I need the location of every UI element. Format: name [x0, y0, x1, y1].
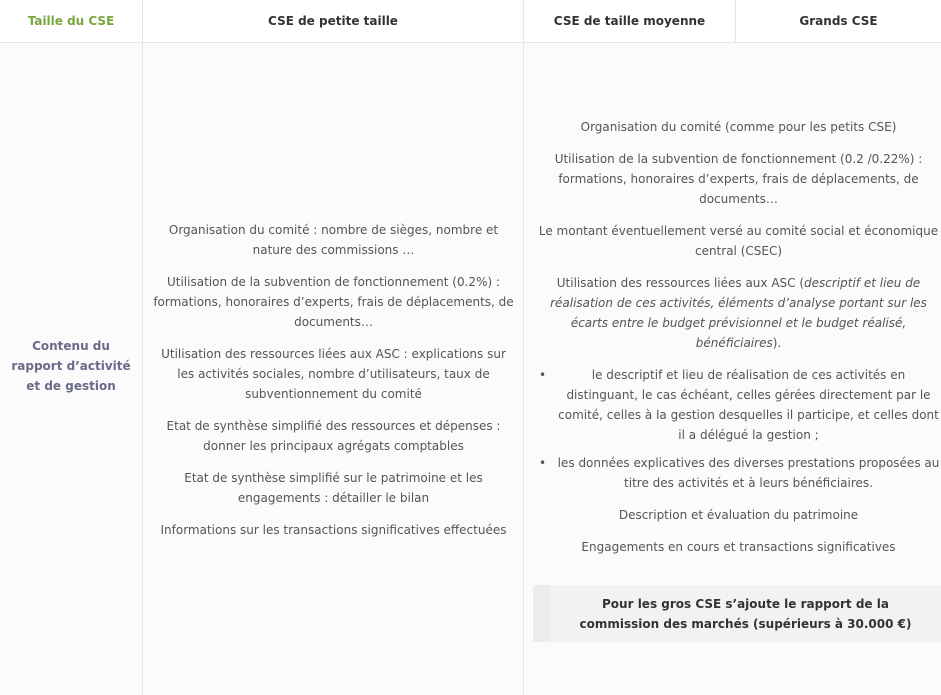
row-label: Contenu du rapport d’activité et de gestion: [11, 339, 131, 393]
asc-italic: descriptif et lieu de réalisation de ces activités, éléments d’analyse portant sur les écarts entre le budget prévisionnel et le budget réalisé, bénéficiaires: [550, 276, 927, 350]
petite-taille-cell: [143, 43, 524, 695]
grand-item-patrimoine: Description et évaluation du patrimoine: [618, 508, 859, 522]
petite-item: Utilisation de la subvention de fonctionnement (0.2%) : formations, honoraires d’experts, frais de déplacements, de documents…: [153, 275, 514, 329]
asc-suffix: ).: [772, 336, 782, 350]
gros-cse-callout: [533, 585, 941, 642]
petite-item: Etat de synthèse simplifié sur le patrimoine et les engagements : détailler le bilan: [184, 471, 483, 505]
table-header: [0, 0, 941, 43]
grand-item-subvention: Utilisation de la subvention de fonctionnement (0.2 /0.22%) : formations, honoraires d’experts, frais de déplacements, de documents…: [554, 152, 923, 206]
grand-item-csec: Le montant éventuellement versé au comité social et économique central (CSEC): [538, 224, 939, 258]
asc-bullet-list: [536, 365, 941, 493]
bullet-item: • le descriptif et lieu de réalisation de ces activités en distinguant, le cas échéant, celles gérées directement par le comité, celles à la gestion desquelles il participe, et celles dont il a délégué la gestion ;: [536, 365, 941, 445]
grand-item-asc: [536, 273, 941, 353]
callout-text: Pour les gros CSE s’ajoute le rapport de la commission des marchés (supérieurs à 30.000 €): [579, 596, 912, 631]
petite-item: Utilisation des ressources liées aux ASC : explications sur les activités sociales, nombre d’utilisateurs, taux de subventionnement du comité: [161, 347, 506, 401]
moyenne-grands-cell: [524, 43, 941, 695]
header-cse-taille-moyenne: CSE de taille moyenne: [524, 0, 736, 42]
bullet-item: • les données explicatives des diverses prestations proposées au titre des activités et à leurs bénéficiaires.: [536, 453, 941, 493]
grand-item-engagements: Engagements en cours et transactions significatives: [581, 540, 896, 554]
petite-item: Informations sur les transactions significatives effectuées: [160, 523, 507, 537]
moyenne-grands-content: [536, 117, 941, 569]
grand-item-organisation: Organisation du comité (comme pour les petits CSE): [580, 120, 897, 134]
petite-taille-content: [151, 220, 516, 552]
row-label-cell: [0, 43, 143, 695]
header-cse-petite-taille: CSE de petite taille: [143, 0, 524, 42]
petite-item: Organisation du comité : nombre de sièges, nombre et nature des commissions …: [168, 223, 499, 257]
header-taille-du-cse: Taille du CSE: [0, 0, 143, 42]
petite-item: Etat de synthèse simplifié des ressources et dépenses : donner les principaux agrégats comptables: [166, 419, 501, 453]
asc-prefix: Utilisation des ressources liées aux ASC (: [556, 276, 805, 290]
header-grands-cse: Grands CSE: [799, 14, 878, 28]
